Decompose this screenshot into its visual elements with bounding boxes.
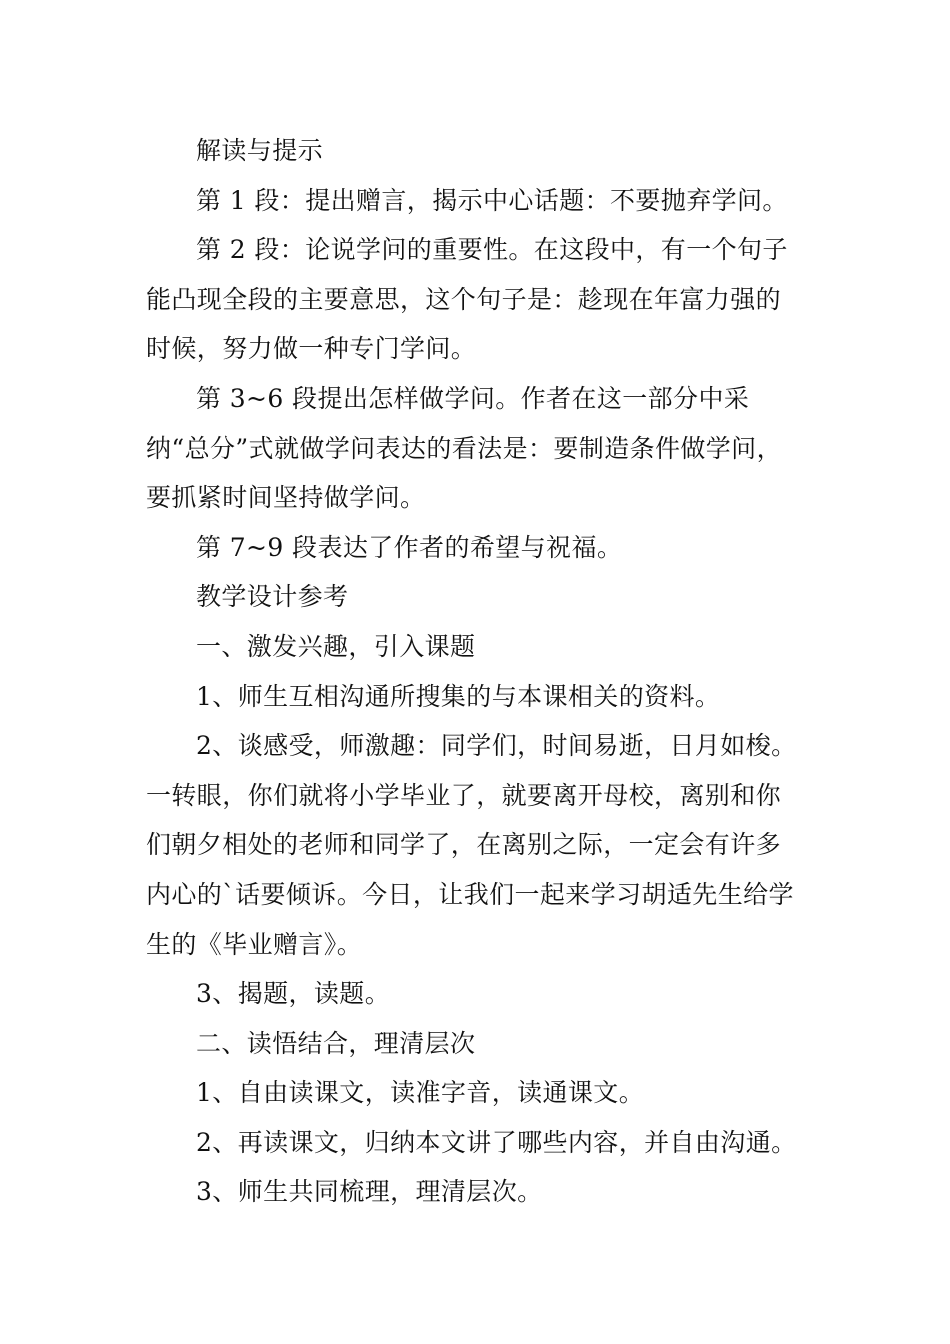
document-body bbox=[146, 126, 806, 1217]
list-item: 1、师生互相沟通所搜集的与本课相关的资料。 bbox=[196, 681, 721, 711]
paragraph: 第 1 段：提出赠言，揭示中心话题：不要抛弃学问。 bbox=[196, 185, 788, 215]
list-item: 2、谈感受，师激趣：同学们，时间易逝，日月如梭。一转眼，你们就将小学毕业了，就要离开母校，离别和你们朝夕相处的老师和同学了，在离别之际，一定会有许多内心的`话要倾诉。今日，让我们一起来学习胡适先生给学生的《毕业赠言》。 bbox=[146, 731, 797, 959]
paragraph: 第 3~6 段提出怎样做学问。作者在这一部分中采纳“总分”式就做学问表达的看法是：要制造条件做学问，要抓紧时间坚持做学问。 bbox=[146, 383, 782, 513]
subsection-heading: 二、读悟结合，理清层次 bbox=[196, 1028, 476, 1058]
list-item: 2、再读课文，归纳本文讲了哪些内容，并自由沟通。 bbox=[196, 1127, 797, 1157]
subsection-heading: 一、激发兴趣，引入课题 bbox=[196, 631, 476, 661]
section-heading: 解读与提示 bbox=[196, 136, 324, 165]
section-heading: 教学设计参考 bbox=[196, 582, 349, 612]
list-item: 1、自由读课文，读准字音，读通课文。 bbox=[196, 1078, 645, 1108]
list-item: 3、揭题，读题。 bbox=[196, 979, 391, 1009]
paragraph: 第 2 段：论说学问的重要性。在这段中，有一个句子能凸现全段的主要意思，这个句子是：趁现在年富力强的时候，努力做一种专门学问。 bbox=[146, 235, 788, 364]
paragraph: 第 7~9 段表达了作者的希望与祝福。 bbox=[196, 532, 623, 562]
list-item: 3、师生共同梳理，理清层次。 bbox=[196, 1177, 543, 1207]
